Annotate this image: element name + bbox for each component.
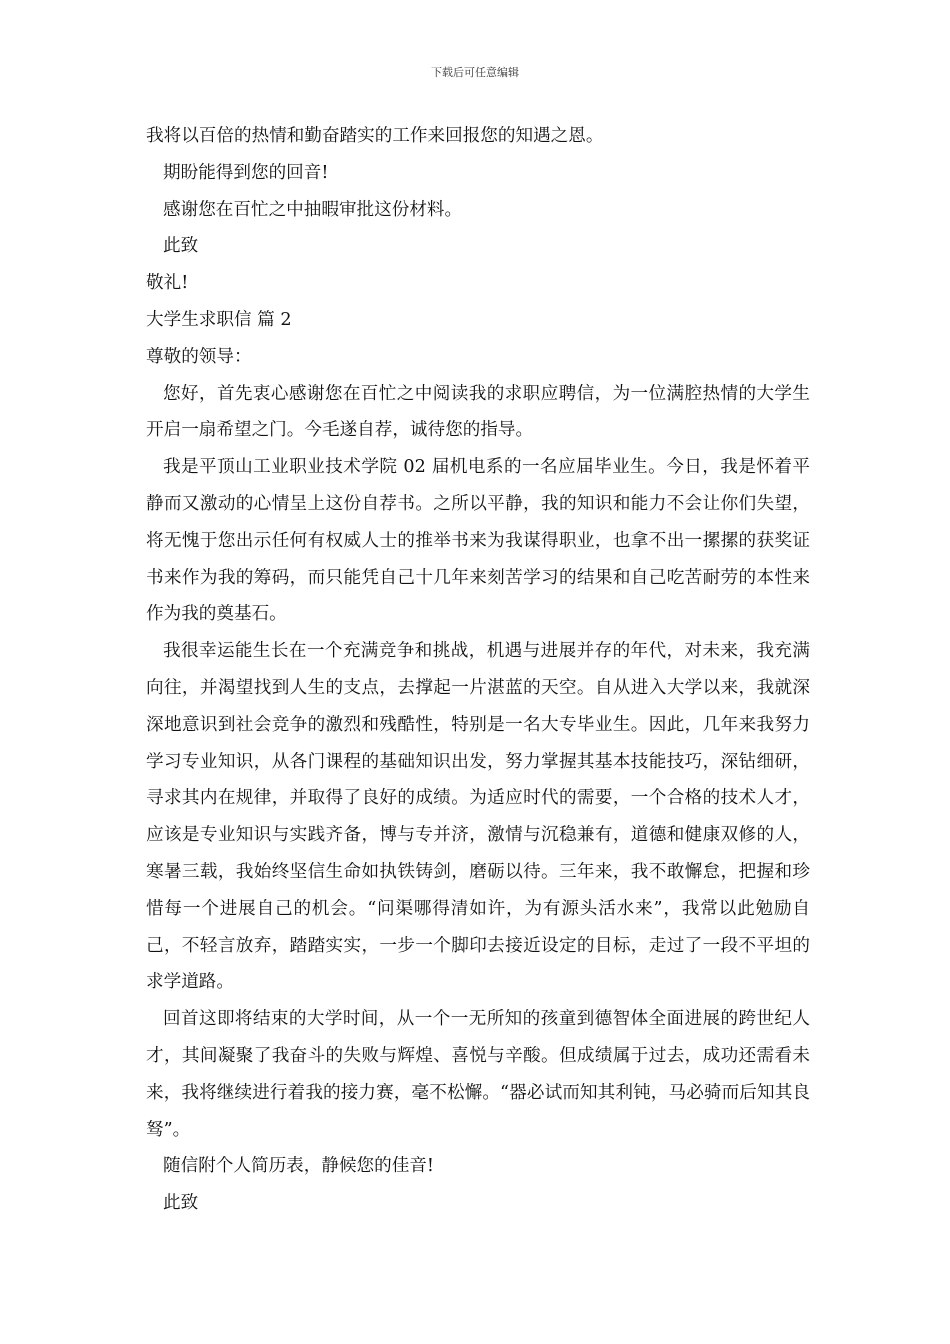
closing-salutation: 此致 [163,1193,199,1214]
paragraph: 回首这即将结束的大学时间，从一个一无所知的孩童到德智体全面进展的跨世纪人才，其间凝聚了我奋斗的失败与辉煌、喜悦与辛酸。但成绩属于过去，成功还需看未来，我将继续进行着我的接力赛，毫不松懈。“器必试而知其利钝，马必骑而后知其良驽”。 [146,1009,810,1140]
closing-salutation: 此致 [163,236,199,257]
paragraph: 您好，首先衷心感谢您在百忙之中阅读我的求职应聘信，为一位满腔热情的大学生开启一扇希望之门。今毛遂自荐，诚待您的指导。 [146,383,810,441]
greeting: 尊敬的领导： [146,346,252,367]
page-header-watermark: 下载后可任意编辑 [431,66,519,79]
paragraph: 我很幸运能生长在一个充满竞争和挑战，机遇与进展并存的年代，对未来，我充满向往，并渴望找到人生的支点，去撑起一片湛蓝的天空。自从进入大学以来，我就深深地意识到社会竞争的激烈和残酷性，特别是一名大专毕业生。因此，几年来我努力学习专业知识，从各门课程的基础知识出发，努力掌握其基本技能技巧，深钻细研，寻求其内在规律，并取得了良好的成绩。为适应时代的需要，一个合格的技术人才，应该是专业知识与实践齐备，博与专并济，激情与沉稳兼有，道德和健康双修的人，寒暑三载，我始终坚信生命如执铁铸剑，磨砺以待。三年来，我不敢懈怠，把握和珍惜每一个进展自己的机会。“问渠哪得清如许，为有源头活水来”，我常以此勉励自己，不轻言放弃，踏踏实实，一步一个脚印去接近设定的目标，走过了一段不平坦的求学道路。 [146,641,810,993]
paragraph: 我将以百倍的热情和勤奋踏实的工作来回报您的知遇之恩。 [146,126,604,146]
closing-regards: 敬礼! [146,273,189,294]
paragraph: 随信附个人简历表，静候您的佳音! [163,1156,434,1177]
paragraph: 我是平顶山工业职业技术学院 02 届机电系的一名应届毕业生。今日，我是怀着平静而又激动的心情呈上这份自荐书。之所以平静，我的知识和能力不会让你们失望，将无愧于您出示任何有权威人士的推举书来为我谋得职业，也拿不出一摞摞的获奖证书来作为我的筹码，而只能凭自己十几年来刻苦学习的结果和自己吃苦耐劳的本性来作为我的奠基石。 [146,457,810,625]
document-body [146,118,810,1222]
paragraph: 期盼能得到您的回音! [163,162,329,183]
paragraph: 感谢您在百忙之中抽暇审批这份材料。 [163,199,463,220]
section-title: 大学生求职信 篇 2 [146,309,292,330]
